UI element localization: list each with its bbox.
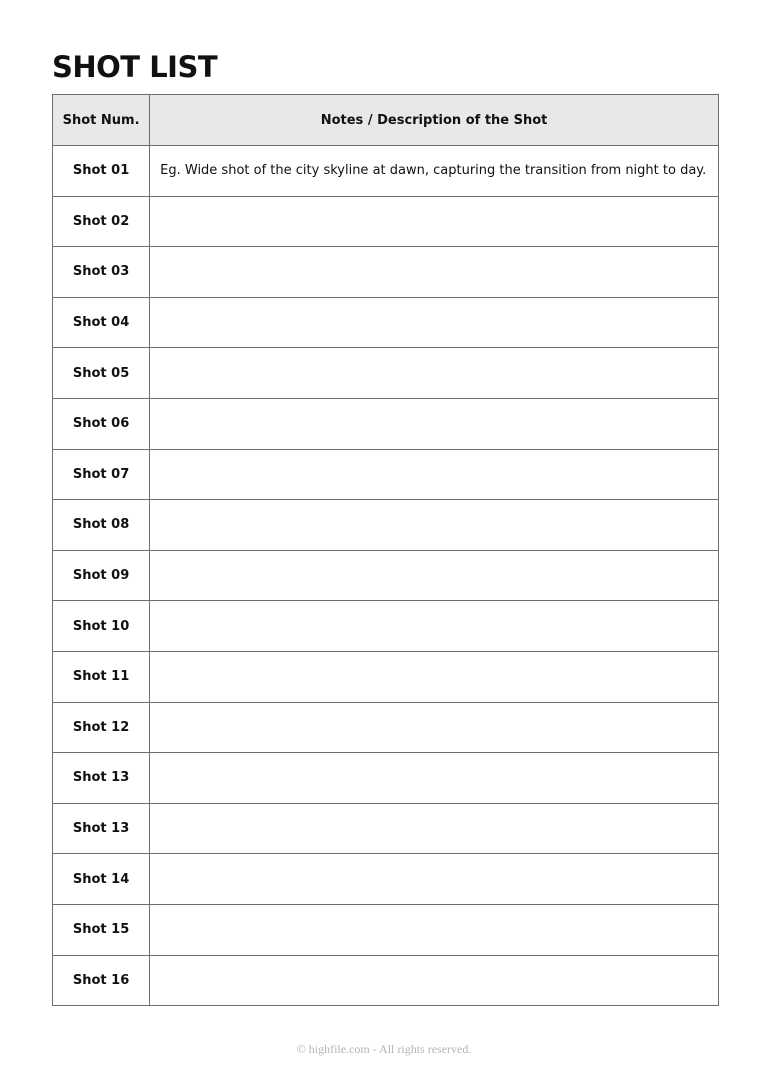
shot-number-cell: Shot 14 [53,854,150,905]
table-row [53,196,719,247]
table-row [53,702,719,753]
shot-number-cell: Shot 09 [53,550,150,601]
column-header-shot-num: Shot Num. [53,95,150,146]
table-row [53,297,719,348]
shot-number-cell: Shot 10 [53,601,150,652]
page-title: SHOT LIST [52,50,218,84]
shot-number-cell: Shot 05 [53,348,150,399]
shot-notes-cell[interactable] [150,348,719,399]
shot-notes-cell[interactable] [150,753,719,804]
table-row [53,904,719,955]
shot-notes-cell[interactable] [150,651,719,702]
shot-number-cell: Shot 12 [53,702,150,753]
shot-number-cell: Shot 15 [53,904,150,955]
shot-notes-cell[interactable] [150,449,719,500]
shot-number-cell: Shot 08 [53,500,150,551]
table-row [53,955,719,1006]
copyright-footer: © highfile.com - All rights reserved. [296,1042,472,1056]
table-row [53,753,719,804]
table-row [53,803,719,854]
shot-number-cell: Shot 11 [53,651,150,702]
table-row [53,651,719,702]
shot-number-cell: Shot 03 [53,247,150,298]
shot-notes-cell[interactable] [150,904,719,955]
table-row [53,550,719,601]
shot-notes-cell[interactable] [150,803,719,854]
column-header-notes: Notes / Description of the Shot [150,95,719,146]
shot-notes-cell[interactable] [150,398,719,449]
shot-notes-cell[interactable] [150,601,719,652]
shot-number-cell: Shot 13 [53,753,150,804]
shot-number-cell: Shot 04 [53,297,150,348]
shot-notes-cell[interactable] [150,247,719,298]
shot-list-table [52,94,719,1006]
shot-notes-cell[interactable] [150,297,719,348]
table-row [53,348,719,399]
shot-notes-cell[interactable] [150,702,719,753]
shot-number-cell: Shot 01 [53,146,150,197]
table-row [53,449,719,500]
shot-notes-cell[interactable] [150,854,719,905]
shot-notes-cell[interactable]: Eg. Wide shot of the city skyline at dawn, capturing the transition from night to day. [150,146,719,197]
table-header-row [53,95,719,146]
table-row [53,500,719,551]
table-row [53,247,719,298]
table-row [53,601,719,652]
shot-number-cell: Shot 06 [53,398,150,449]
shot-notes-cell[interactable] [150,500,719,551]
table-row [53,146,719,197]
table-row [53,854,719,905]
shot-number-cell: Shot 13 [53,803,150,854]
shot-number-cell: Shot 07 [53,449,150,500]
shot-number-cell: Shot 02 [53,196,150,247]
shot-notes-cell[interactable] [150,550,719,601]
shot-notes-cell[interactable] [150,196,719,247]
shot-number-cell: Shot 16 [53,955,150,1006]
table-row [53,398,719,449]
shot-notes-cell[interactable] [150,955,719,1006]
